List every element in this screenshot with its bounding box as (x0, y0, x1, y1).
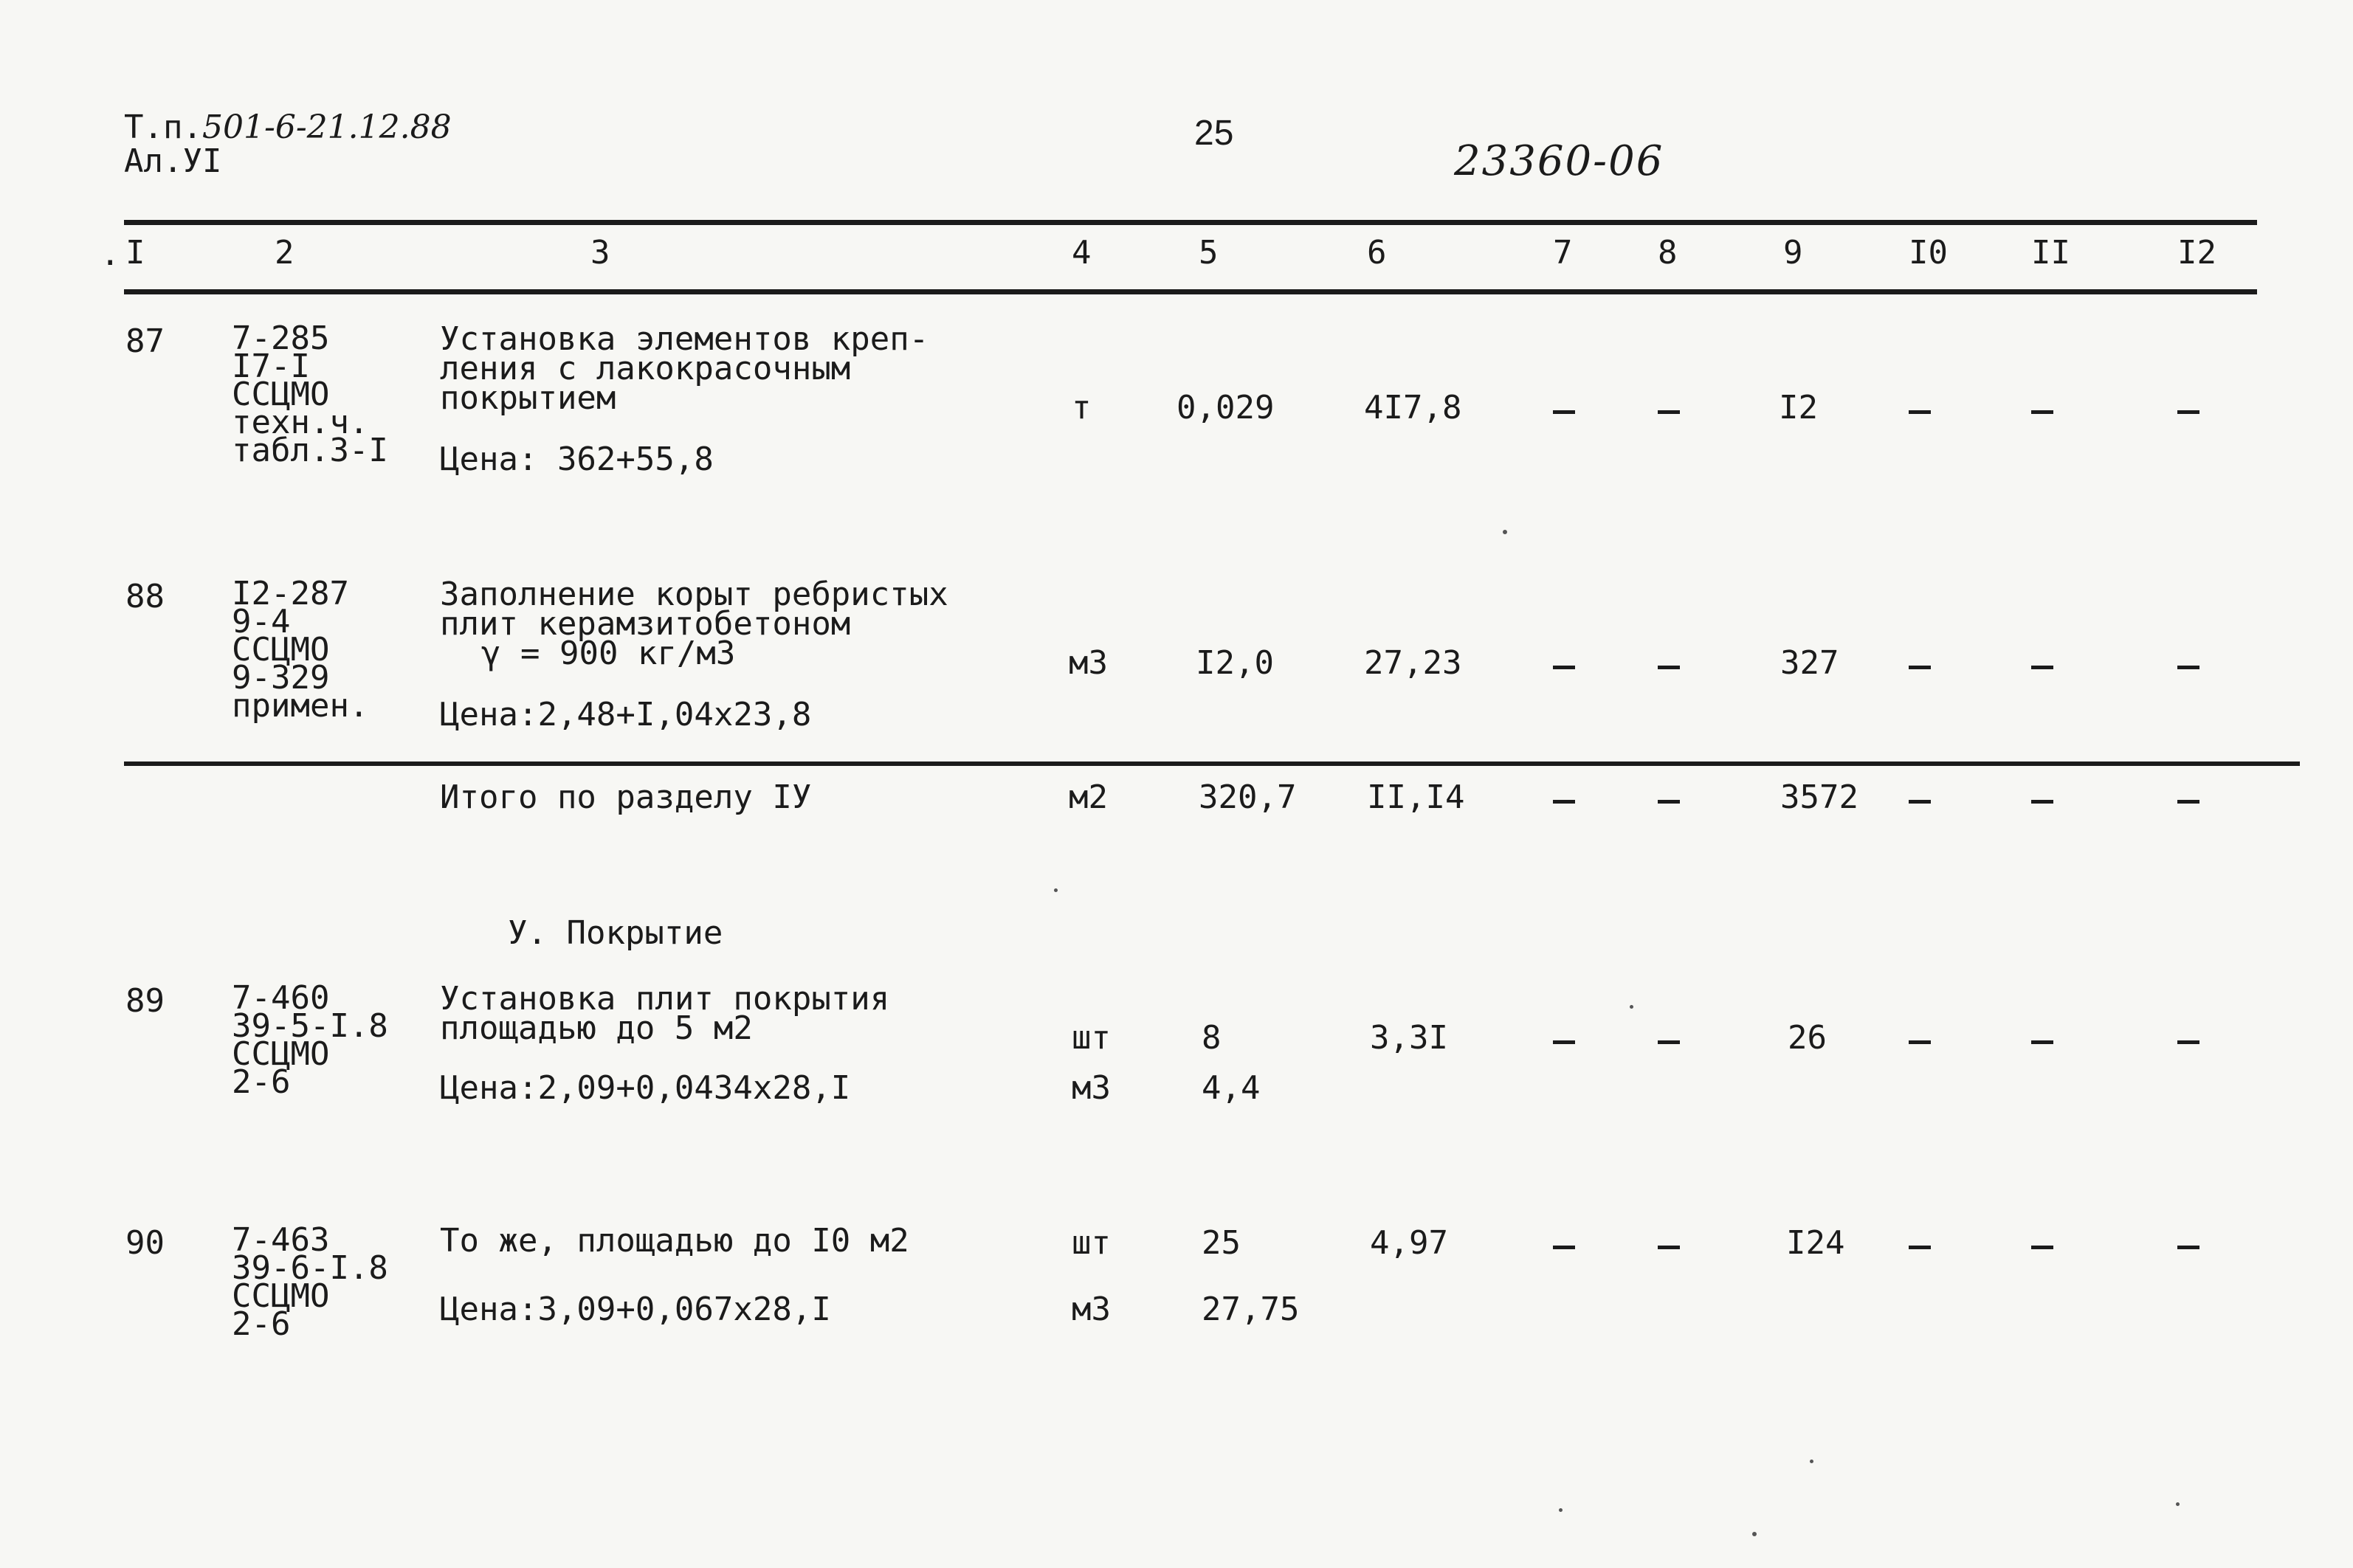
row-col9: I24 (1786, 1224, 1845, 1262)
row-unit: т (1072, 389, 1092, 426)
row-codes: 7-285 I7-I ССЦМО техн.ч. табл.3-I (232, 320, 388, 469)
scan-speck (1752, 1532, 1757, 1536)
row-unit: шт (1072, 1019, 1111, 1057)
row-quantity: 25 (1202, 1224, 1241, 1262)
row-col9: 327 (1780, 644, 1839, 682)
total-col12 (2177, 800, 2199, 804)
total-col7 (1553, 800, 1575, 804)
row-col10 (1909, 1040, 1931, 1044)
row-number: 89 (125, 982, 165, 1020)
row-col9: 26 (1788, 1019, 1827, 1057)
row-col12 (2177, 666, 2199, 669)
total-col11 (2031, 800, 2053, 804)
header-bottom-rule (124, 289, 2257, 294)
row-col7 (1553, 1040, 1575, 1044)
scan-speck (1559, 1508, 1563, 1512)
col-header-7: 7 (1553, 234, 1573, 272)
row-col11 (2031, 410, 2053, 414)
scan-speck (1630, 1005, 1633, 1009)
col-header-1: I (125, 234, 145, 272)
row-price: Цена:2,48+I,04х23,8 (440, 696, 812, 733)
row-quantity-secondary: 27,75 (1202, 1291, 1300, 1328)
col-header-3: 3 (590, 234, 610, 272)
row-col11 (2031, 1040, 2053, 1044)
row-unit: м3 (1069, 644, 1108, 682)
scan-speck (1503, 530, 1507, 534)
row-codes: 7-460 39-5-I.8 ССЦМО 2-6 (232, 979, 388, 1101)
doc-code: 23360-06 (1454, 137, 1664, 185)
col-header-9: 9 (1783, 234, 1803, 272)
tp-number: 501-6-21.12.88 (201, 108, 452, 146)
row-col7 (1553, 666, 1575, 669)
total-quantity: 320,7 (1199, 778, 1297, 816)
row-col10 (1909, 410, 1931, 414)
section-title: У. Покрытие (508, 914, 723, 952)
total-col6: II,I4 (1367, 778, 1465, 816)
tp-prefix: Т.п. (124, 108, 202, 146)
total-col10 (1909, 800, 1931, 804)
row-col7 (1553, 1246, 1575, 1249)
col-header-4: 4 (1072, 234, 1092, 272)
page-number: 25 (1194, 114, 1234, 153)
total-col8 (1658, 800, 1680, 804)
scan-speck (2176, 1502, 2180, 1506)
row-unit-secondary: м3 (1072, 1069, 1111, 1107)
col-header-2: 2 (275, 234, 294, 272)
row-col11 (2031, 1246, 2053, 1249)
total-label: Итого по разделу IУ (440, 778, 812, 816)
row-col10 (1909, 1246, 1931, 1249)
row-col11 (2031, 666, 2053, 669)
scan-speck (1054, 888, 1058, 892)
row-codes: I2-287 9-4 ССЦМО 9-329 примен. (232, 575, 369, 725)
row-quantity: I2,0 (1196, 644, 1274, 682)
album-label: Ал.УI (124, 142, 222, 180)
row-number: 88 (125, 578, 165, 615)
row-col12 (2177, 410, 2199, 414)
row-col6: 4I7,8 (1364, 389, 1462, 426)
doc-reference (124, 108, 452, 146)
total-unit: м2 (1069, 778, 1108, 816)
col-header-11: II (2031, 234, 2070, 272)
row-number: 87 (125, 322, 165, 360)
margin-dot: . (100, 235, 120, 273)
row-col12 (2177, 1040, 2199, 1044)
row-number: 90 (125, 1224, 165, 1262)
row-col6: 3,3I (1370, 1019, 1448, 1057)
row-price: Цена: 362+55,8 (440, 441, 714, 478)
row-codes: 7-463 39-6-I.8 ССЦМО 2-6 (232, 1221, 388, 1343)
row-description: Установка плит покрытия площадью до 5 м2 (440, 980, 890, 1047)
row-unit: шт (1072, 1224, 1111, 1262)
col-header-5: 5 (1199, 234, 1219, 272)
row-col8 (1658, 666, 1680, 669)
row-description: Установка элементов креп- ления с лакокрасочным покрытием (440, 320, 929, 417)
row-description: Заполнение корыт ребристых плит керамзитобетоном γ = 900 кг/м3 (440, 576, 948, 672)
col-header-6: 6 (1367, 234, 1387, 272)
row-col10 (1909, 666, 1931, 669)
col-header-8: 8 (1658, 234, 1678, 272)
row-unit-secondary: м3 (1072, 1291, 1111, 1328)
row-col8 (1658, 1040, 1680, 1044)
row-col9: I2 (1779, 389, 1818, 426)
row-price: Цена:2,09+0,0434х28,I (440, 1069, 851, 1107)
total-col9: 3572 (1780, 778, 1858, 816)
subtotal-rule (124, 761, 2300, 766)
row-quantity-secondary: 4,4 (1202, 1069, 1261, 1107)
header-top-rule (124, 220, 2257, 225)
col-header-12: I2 (2177, 234, 2216, 272)
row-quantity: 8 (1202, 1019, 1222, 1057)
row-col8 (1658, 410, 1680, 414)
row-col6: 4,97 (1370, 1224, 1448, 1262)
row-quantity: 0,029 (1176, 389, 1275, 426)
col-header-10: I0 (1909, 234, 1948, 272)
scan-speck (1810, 1460, 1813, 1463)
row-col12 (2177, 1246, 2199, 1249)
row-price: Цена:3,09+0,067х28,I (440, 1291, 831, 1328)
row-col8 (1658, 1246, 1680, 1249)
row-col7 (1553, 410, 1575, 414)
row-col6: 27,23 (1364, 644, 1462, 682)
row-description: То же, площадью до I0 м2 (440, 1222, 909, 1260)
